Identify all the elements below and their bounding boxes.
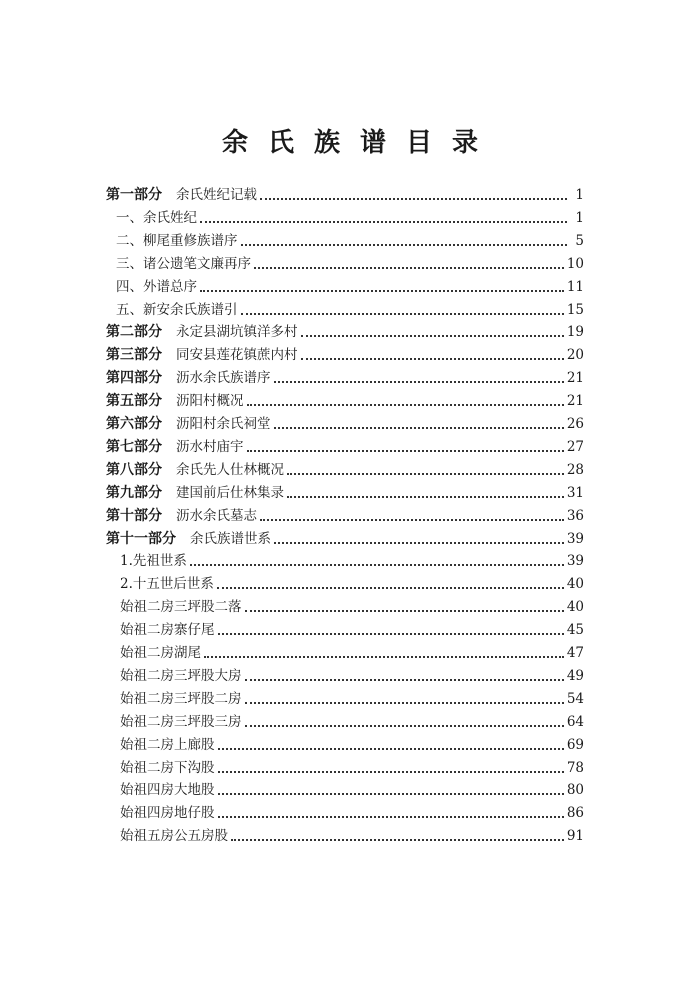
- dot-leader: [301, 357, 564, 360]
- toc-row: [120, 802, 584, 824]
- toc-row: [120, 596, 584, 618]
- dot-leader: [287, 495, 564, 498]
- toc-row: [116, 276, 584, 298]
- toc-row: [106, 505, 584, 527]
- toc-row: [120, 665, 584, 687]
- toc-entry-title: 始祖二房下沟股: [120, 759, 215, 776]
- dot-leader: [200, 220, 567, 223]
- toc-entry-title: 永定县湖坑镇洋多村: [176, 324, 298, 341]
- dot-leader: [245, 724, 564, 727]
- toc-entry-title: 沥阳村余氏祠堂: [176, 416, 271, 432]
- dot-leader: [274, 426, 564, 429]
- toc-page-number: 27: [566, 438, 584, 455]
- toc-row: [106, 184, 584, 206]
- toc-entry-title: 沥水余氏墓志: [176, 507, 257, 524]
- toc-part-label: 第四部分: [106, 370, 162, 387]
- toc-row: [120, 642, 584, 664]
- toc-row: [116, 207, 584, 229]
- toc-row: [120, 757, 584, 779]
- toc-entry-title: 2.十五世后世系: [120, 576, 214, 593]
- toc-page-number: 31: [566, 484, 584, 501]
- toc-page-number: 47: [566, 645, 584, 661]
- toc-row: [116, 299, 584, 321]
- dot-leader: [247, 449, 564, 452]
- toc-part-label: 第六部分: [106, 416, 162, 432]
- toc-part-label: 第二部分: [106, 324, 162, 341]
- dot-leader: [218, 747, 564, 750]
- toc-page-number: 1: [575, 209, 584, 226]
- toc-row: [116, 253, 584, 275]
- dot-leader: [287, 472, 564, 475]
- toc-page-number: 49: [566, 667, 584, 684]
- toc-entry-title: 四、外谱总序: [116, 278, 197, 295]
- dot-leader: [218, 815, 564, 818]
- toc-row: [120, 573, 584, 595]
- dot-leader: [218, 770, 564, 773]
- toc-row: [120, 550, 584, 572]
- toc-entry-title: 二、柳尾重修族谱序: [116, 232, 238, 249]
- toc-page-number: 91: [566, 828, 584, 845]
- toc-entry-title: 始祖二房三坪股二落: [120, 599, 242, 616]
- toc-part-label: 第五部分: [106, 393, 162, 410]
- toc-part-label: 第七部分: [106, 438, 162, 455]
- dot-leader: [254, 266, 564, 269]
- toc-row: [106, 367, 584, 389]
- dot-leader: [217, 586, 564, 589]
- toc-page-number: 36: [566, 507, 584, 524]
- toc-row: [106, 528, 584, 550]
- toc-page-number: 5: [575, 232, 584, 249]
- toc-page-number: 80: [566, 782, 584, 799]
- toc-row: [106, 459, 584, 481]
- dot-leader: [241, 312, 564, 315]
- dot-leader: [200, 289, 564, 292]
- toc-row: [106, 413, 584, 435]
- toc-entry-title: 一、余氏姓纪: [116, 209, 197, 226]
- toc-row: [106, 344, 584, 366]
- toc-row: [120, 688, 584, 710]
- toc-page-number: 39: [566, 553, 584, 570]
- dot-leader: [301, 334, 564, 337]
- toc-entry-title: 沥水村庙宇: [176, 438, 244, 455]
- toc-entry-title: 余氏先人仕林概况: [176, 461, 284, 478]
- dot-leader: [231, 838, 564, 841]
- toc-page-number: 39: [566, 530, 584, 547]
- toc-row: [116, 230, 584, 252]
- toc-entry-title: 沥水余氏族谱序: [176, 370, 271, 387]
- toc-row: [120, 734, 584, 756]
- toc-row: [120, 619, 584, 641]
- toc-entry-title: 始祖二房湖尾: [120, 645, 201, 661]
- toc-entry-title: 始祖二房上廊股: [120, 736, 215, 753]
- toc-page-number: 40: [566, 576, 584, 593]
- toc-page-number: 10: [566, 255, 584, 272]
- toc-entry-title: 始祖二房三坪股三房: [120, 713, 242, 730]
- toc-part-label: 第八部分: [106, 461, 162, 478]
- toc-page-number: 21: [566, 393, 584, 410]
- toc-row: [120, 825, 584, 847]
- toc-entry-title: 余氏姓纪记载: [176, 187, 257, 203]
- toc-page-number: 26: [566, 416, 584, 432]
- toc-entry-title: 始祖二房三坪股二房: [120, 690, 242, 707]
- toc-row: [106, 482, 584, 504]
- dot-leader: [274, 541, 564, 544]
- toc-entry-title: 始祖四房大地股: [120, 782, 215, 799]
- toc-row: [120, 711, 584, 733]
- toc-entry-title: 三、诸公遗笔文廉再序: [116, 255, 251, 272]
- toc-row: [106, 390, 584, 412]
- toc-entry-title: 五、新安余氏族谱引: [116, 301, 238, 318]
- page-title: 余氏族谱目录: [221, 128, 498, 158]
- toc-page-number: 21: [566, 370, 584, 387]
- dot-leader: [204, 655, 564, 658]
- toc-page-number: 69: [566, 736, 584, 753]
- toc-entry-title: 1.先祖世系: [120, 553, 187, 570]
- dot-leader: [274, 380, 564, 383]
- toc-part-label: 第十部分: [106, 507, 162, 524]
- toc-entry-title: 始祖二房寨仔尾: [120, 622, 215, 639]
- toc-part-label: 第十一部分: [106, 530, 176, 547]
- toc-page-number: 1: [575, 187, 584, 203]
- dot-leader: [245, 678, 564, 681]
- dot-leader: [260, 518, 564, 521]
- toc-part-label: 第九部分: [106, 484, 162, 501]
- dot-leader: [245, 609, 564, 612]
- toc-page-number: 64: [566, 713, 584, 730]
- toc-page-number: 54: [566, 690, 584, 707]
- toc-entry-title: 余氏族谱世系: [190, 530, 271, 547]
- toc-page-number: 28: [566, 461, 584, 478]
- toc-entry-title: 沥阳村概况: [176, 393, 244, 410]
- toc-page-number: 40: [566, 599, 584, 616]
- toc-part-label: 第一部分: [106, 187, 162, 203]
- dot-leader: [218, 632, 564, 635]
- dot-leader: [247, 403, 564, 406]
- toc-row: [106, 321, 584, 343]
- dot-leader: [190, 563, 564, 566]
- toc-entry-title: 始祖五房公五房股: [120, 828, 228, 845]
- dot-leader: [218, 792, 564, 795]
- toc-page-number: 20: [566, 347, 584, 364]
- toc-page-number: 45: [566, 622, 584, 639]
- toc-entry-title: 同安县莲花镇蔗内村: [176, 347, 298, 364]
- dot-leader: [241, 243, 568, 246]
- toc-entry-title: 建国前后仕林集录: [176, 484, 284, 501]
- toc-page-number: 78: [566, 759, 584, 776]
- toc-entry-title: 始祖二房三坪股大房: [120, 667, 242, 684]
- toc-page-number: 15: [566, 301, 584, 318]
- toc-row: [106, 436, 584, 458]
- toc-page-number: 19: [566, 324, 584, 341]
- toc-part-label: 第三部分: [106, 347, 162, 364]
- dot-leader: [245, 701, 564, 704]
- toc-page-number: 11: [566, 278, 584, 295]
- toc-page-number: 86: [566, 805, 584, 822]
- toc-entry-title: 始祖四房地仔股: [120, 805, 215, 822]
- toc-row: [120, 779, 584, 801]
- dot-leader: [260, 197, 567, 200]
